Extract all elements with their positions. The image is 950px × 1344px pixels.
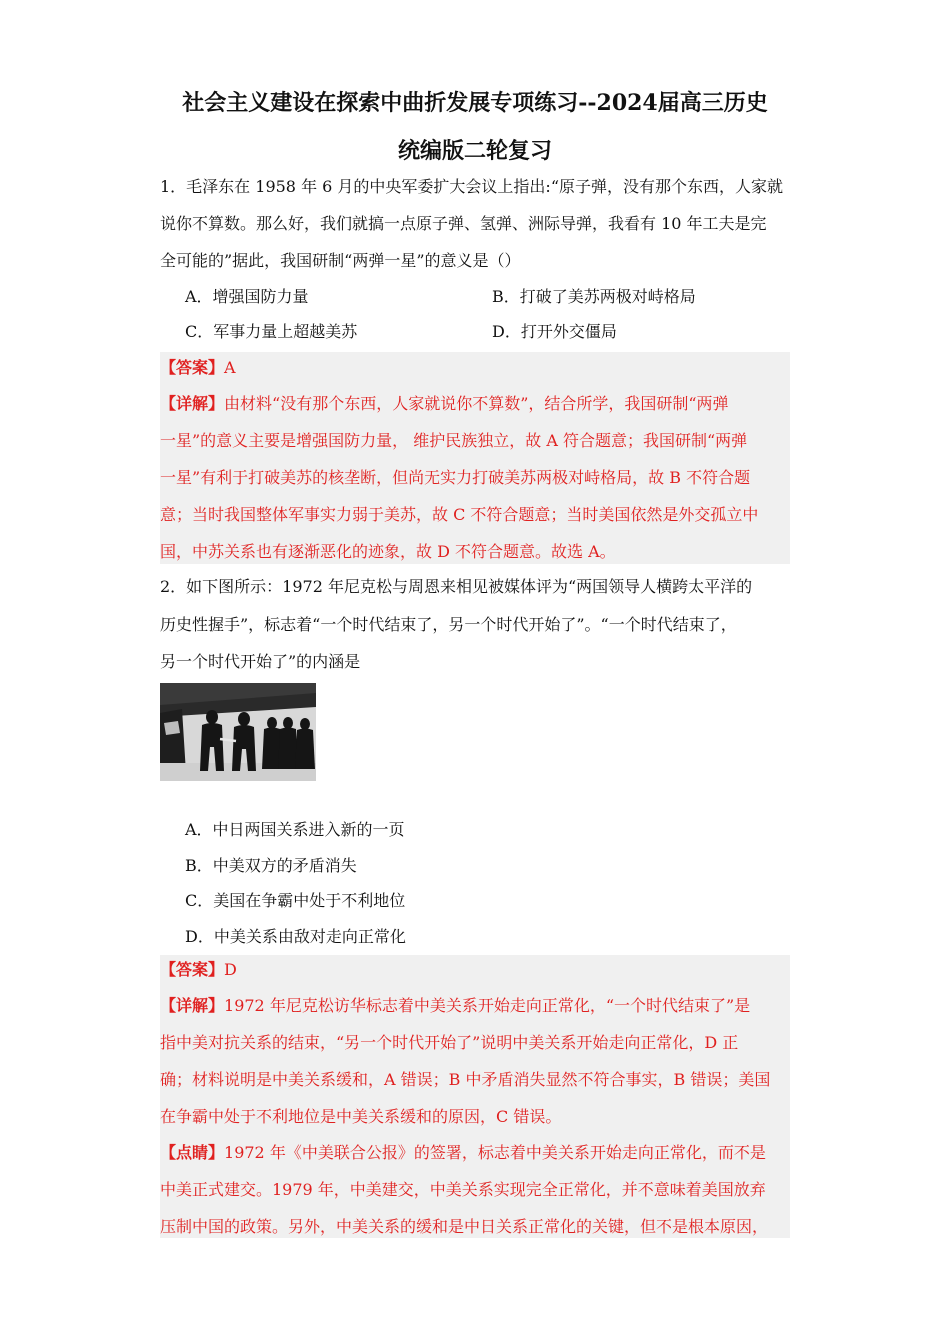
q1-detail-line-5: 国，中苏关系也有逐渐恶化的迹象，故 D 不符合题意。故选 A。 [160, 542, 616, 561]
q2-option-b: B．中美双方的矛盾消失 [185, 856, 357, 875]
q2-answer-value: D [224, 960, 237, 979]
q1-answer-value: A [224, 358, 236, 377]
q2-detail-text-1: 1972 年尼克松访华标志着中美关系开始走向正常化，“一个时代结束了”是 [224, 996, 751, 1015]
q1-stem-line-2: 说你不算数。那么好，我们就搞一点原子弹、氢弹、洲际导弹，我看有 10 年工夫是完 [160, 214, 767, 233]
q2-detail-line-3: 确；材料说明是中美关系缓和，A 错误；B 中矛盾消失显然不符合事实，B 错误；美国 [160, 1070, 771, 1089]
q1-detail-text-1: 由材料“没有那个东西，人家就说你不算数”，结合所学，我国研制“两弹 [224, 394, 729, 413]
q1-answer-tag: 【答案】 [160, 358, 225, 377]
q2-note-line-1 [160, 1142, 790, 1164]
q2-note-tag: 【点睛】 [160, 1143, 225, 1162]
q2-note-text-1: 1972 年《中美联合公报》的签署，标志着中美关系开始走向正常化，而不是 [224, 1143, 766, 1162]
q1-detail-line-3: 一星”有利于打破美苏的核垄断，但尚无实力打破美苏两极对峙格局，故 B 不符合题 [160, 468, 751, 487]
q2-detail-line-4: 在争霸中处于不利地位是中美关系缓和的原因，C 错误。 [160, 1107, 562, 1126]
q2-detail-line-2: 指中美对抗关系的结束，“另一个时代开始了”说明中美关系开始走向正常化，D 正 [160, 1033, 739, 1052]
document-title-line-1: 社会主义建设在探索中曲折发展专项练习--2024届高三历史 [182, 90, 768, 116]
q1-answer-line [160, 357, 790, 379]
q1-detail-line-2: 一星”的意义主要是增强国防力量， 维护民族独立，故 A 符合题意；我国研制“两弹 [160, 431, 748, 450]
q1-detail-line-4: 意；当时我国整体军事实力弱于美苏，故 C 不符合题意；当时美国依然是外交孤立中 [160, 505, 759, 524]
q2-note-line-2: 中美正式建交。1979 年，中美建交，中美关系实现完全正常化，并不意味着美国放弃 [160, 1180, 766, 1199]
q2-stem-line-2: 历史性握手”，标志着“一个时代结束了，另一个时代开始了”。“一个时代结束了， [160, 615, 737, 634]
q1-option-c: C．军事力量上超越美苏 [185, 322, 358, 341]
q1-stem-line-1: 1．毛泽东在 1958 年 6 月的中央军委扩大会议上指出:“原子弹，没有那个东西，人家就 [160, 177, 783, 196]
q2-stem-line-3: 另一个时代开始了”的内涵是 [160, 652, 361, 671]
q1-answer-box [160, 352, 790, 564]
q2-detail-tag: 【详解】 [160, 996, 225, 1015]
q2-answer-line [160, 959, 790, 981]
q2-option-d: D．中美关系由敌对走向正常化 [185, 927, 406, 946]
q1-option-b: B．打破了美苏两极对峙格局 [492, 287, 696, 306]
q1-detail-tag: 【详解】 [160, 394, 225, 413]
q1-detail-line-1 [160, 393, 790, 415]
q2-answer-tag: 【答案】 [160, 960, 225, 979]
q1-stem-line-3: 全可能的”据此，我国研制“两弹一星”的意义是（） [160, 251, 521, 270]
q2-option-a: A．中日两国关系进入新的一页 [185, 820, 405, 839]
q2-detail-line-1 [160, 995, 790, 1017]
q2-stem-line-1: 2．如下图所示：1972 年尼克松与周恩来相见被媒体评为“两国领导人横跨太平洋的 [160, 577, 753, 596]
handshake-photo [160, 683, 316, 781]
q1-option-d: D．打开外交僵局 [492, 322, 617, 341]
q2-option-c: C．美国在争霸中处于不利地位 [185, 891, 406, 910]
document-title-line-2: 统编版二轮复习 [397, 138, 552, 164]
q1-option-a: A．增强国防力量 [185, 287, 309, 306]
q2-note-line-3: 压制中国的政策。另外，中美关系的缓和是中日关系正常化的关键，但不是根本原因， [160, 1217, 769, 1236]
